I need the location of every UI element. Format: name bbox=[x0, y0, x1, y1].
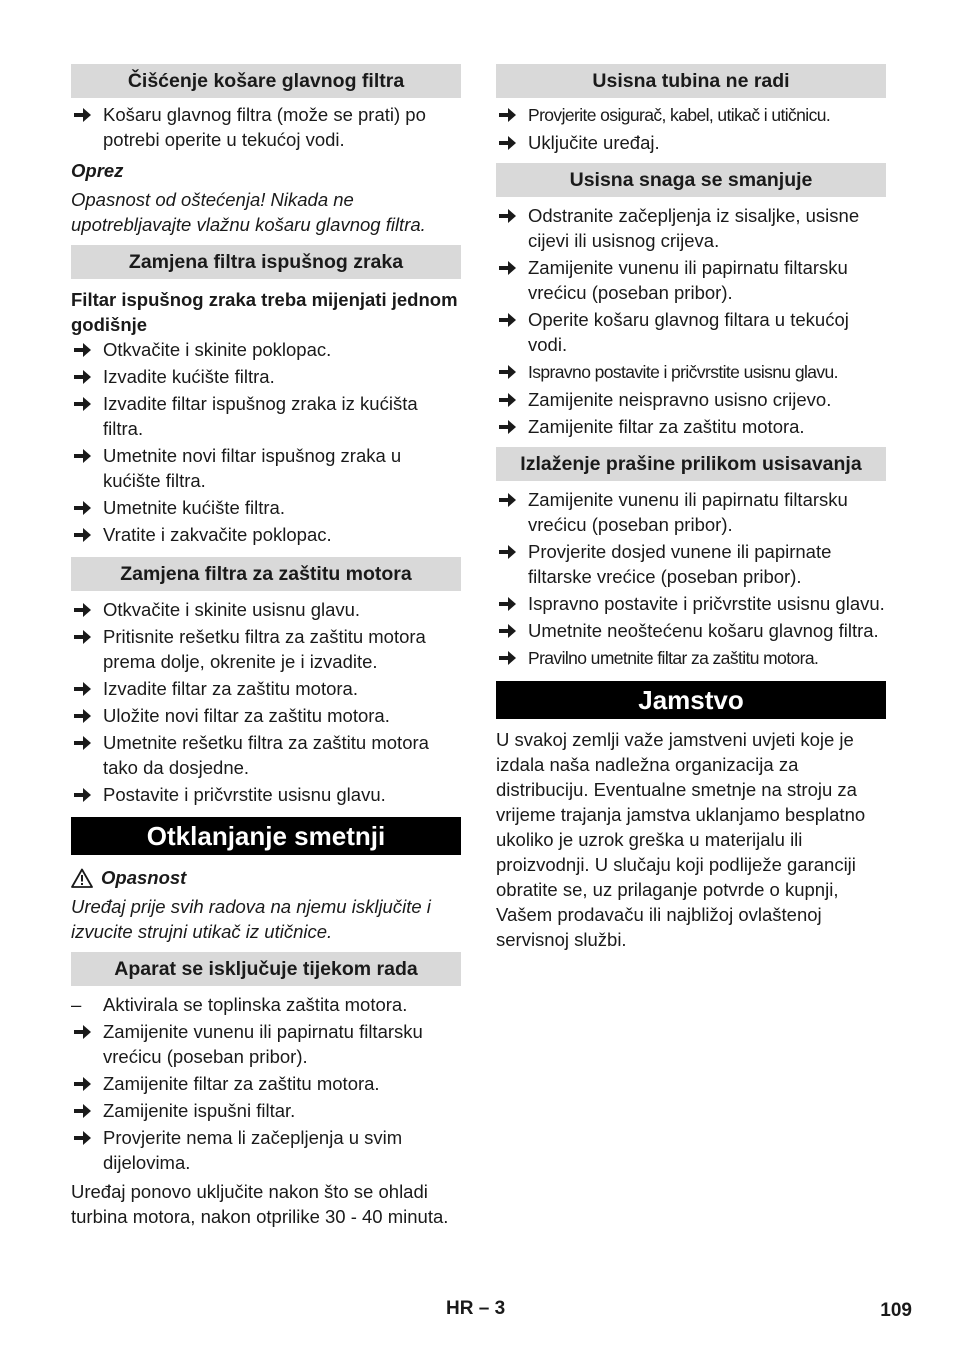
right-column bbox=[496, 64, 886, 952]
dash-bullet: – bbox=[71, 994, 82, 1015]
right-arrow-icon bbox=[499, 393, 516, 407]
right-arrow-icon bbox=[74, 736, 91, 750]
section-title-suction-power: Usisna snaga se smanjuje bbox=[496, 163, 886, 197]
list-item: Zamijenite vunenu ili papirnatu filtarsku vrećicu (poseban pribor). bbox=[496, 255, 886, 305]
list-item: Provjerite nema li začepljenja u svim dijelovima. bbox=[71, 1125, 461, 1175]
right-arrow-icon bbox=[499, 136, 516, 150]
list-item: Umetnite rešetku filtra za zaštitu motora tako da dosjedne. bbox=[71, 730, 461, 780]
list-item: Ispravno postavite i pričvrstite usisnu glavu. bbox=[496, 359, 886, 385]
main-filter-cleaning-list bbox=[71, 102, 461, 152]
right-arrow-icon bbox=[74, 343, 91, 357]
list-item: Zamijenite neispravno usisno crijevo. bbox=[496, 387, 886, 412]
shuts-off-list bbox=[71, 992, 461, 1175]
right-arrow-icon bbox=[499, 624, 516, 638]
right-arrow-icon bbox=[499, 597, 516, 611]
right-arrow-icon bbox=[74, 370, 91, 384]
dust-escape-list bbox=[496, 487, 886, 671]
section-title-troubleshooting: Otklanjanje smetnji bbox=[71, 817, 461, 855]
right-arrow-icon bbox=[74, 449, 91, 463]
right-arrow-icon bbox=[74, 603, 91, 617]
list-item: Umetnite novi filtar ispušnog zraka u kućište filtra. bbox=[71, 443, 461, 493]
section-title-turbine-not-working: Usisna tubina ne radi bbox=[496, 64, 886, 98]
list-item: Uložite novi filtar za zaštitu motora. bbox=[71, 703, 461, 728]
right-arrow-icon bbox=[74, 1025, 91, 1039]
list-item: – Aktivirala se toplinska zaštita motora. bbox=[71, 994, 408, 1015]
motor-filter-list bbox=[71, 597, 461, 807]
right-arrow-icon bbox=[499, 651, 516, 665]
list-item: Otkvačite i skinite poklopac. bbox=[71, 337, 461, 362]
danger-label-row bbox=[71, 865, 461, 890]
list-item: Ispravno postavite i pričvrstite usisnu glavu. bbox=[496, 591, 886, 616]
list-item: Izvadite kućište filtra. bbox=[71, 364, 461, 389]
right-arrow-icon bbox=[74, 501, 91, 515]
footer-language-page: HR – 3 bbox=[446, 1298, 506, 1319]
list-item: Postavite i pričvrstite usisnu glavu. bbox=[71, 782, 461, 807]
right-arrow-icon bbox=[74, 397, 91, 411]
right-arrow-icon bbox=[74, 709, 91, 723]
caution-text: Opasnost od oštećenja! Nikada ne upotrebljavajte vlažnu košaru glavnog filtra. bbox=[71, 189, 426, 235]
list-item: Zamijenite vunenu ili papirnatu filtarsku vrećicu (poseban pribor). bbox=[71, 1019, 461, 1069]
list-item: Uključite uređaj. bbox=[496, 130, 886, 155]
list-item: Pravilno umetnite filtar za zaštitu motora. bbox=[496, 645, 886, 671]
section-title-dust-escape: Izlaženje prašine prilikom usisavanja bbox=[496, 447, 886, 481]
turbine-list bbox=[496, 102, 886, 155]
right-arrow-icon bbox=[499, 493, 516, 507]
caution-label: Oprez bbox=[71, 160, 124, 181]
restart-note: Uređaj ponovo uključite nakon što se ohladi turbina motora, nakon otprilike 30 - 40 minuta. bbox=[71, 1181, 449, 1227]
list-item: Izvadite filtar za zaštitu motora. bbox=[71, 676, 461, 701]
list-item: Provjerite dosjed vunene ili papirnate filtarske vrećice (poseban pribor). bbox=[496, 539, 886, 589]
section-title-shuts-off: Aparat se isključuje tijekom rada bbox=[71, 952, 461, 986]
right-arrow-icon bbox=[74, 630, 91, 644]
right-arrow-icon bbox=[499, 365, 516, 379]
right-arrow-icon bbox=[499, 209, 516, 223]
right-arrow-icon bbox=[74, 108, 91, 122]
right-arrow-icon bbox=[74, 528, 91, 542]
right-arrow-icon bbox=[499, 420, 516, 434]
list-item: Operite košaru glavnog filtara u tekućoj vodi. bbox=[496, 307, 886, 357]
right-arrow-icon bbox=[499, 313, 516, 327]
footer-page-number: 109 bbox=[880, 1300, 912, 1321]
exhaust-filter-list bbox=[71, 337, 461, 547]
list-item: Odstranite začepljenja iz sisaljke, usisne cijevi ili usisnog crijeva. bbox=[496, 203, 886, 253]
list-item: Zamijenite filtar za zaštitu motora. bbox=[71, 1071, 461, 1096]
list-item: Pritisnite rešetku filtra za zaštitu motora prema dolje, okrenite je i izvadite. bbox=[71, 624, 461, 674]
right-arrow-icon bbox=[74, 1104, 91, 1118]
list-item: Zamijenite ispušni filtar. bbox=[71, 1098, 461, 1123]
section-title-exhaust-filter: Zamjena filtra ispušnog zraka bbox=[71, 245, 461, 279]
section-title-motor-filter: Zamjena filtra za zaštitu motora bbox=[71, 557, 461, 591]
section-title-main-filter-cleaning: Čišćenje košare glavnog filtra bbox=[71, 64, 461, 98]
exhaust-filter-note: Filtar ispušnog zraka treba mijenjati jednom godišnje bbox=[71, 289, 458, 335]
list-item: Provjerite osigurač, kabel, utikač i utičnicu. bbox=[496, 102, 886, 128]
right-arrow-icon bbox=[499, 108, 516, 122]
danger-text: Uređaj prije svih radova na njemu isključite i izvucite strujni utikač iz utičnice. bbox=[71, 896, 431, 942]
list-item: Izvadite filtar ispušnog zraka iz kućišta filtra. bbox=[71, 391, 461, 441]
left-column bbox=[71, 64, 461, 1229]
warning-triangle-icon bbox=[71, 868, 93, 888]
suction-power-list bbox=[496, 203, 886, 439]
list-item: Zamijenite vunenu ili papirnatu filtarsku vrećicu (poseban pribor). bbox=[496, 487, 886, 537]
section-title-warranty: Jamstvo bbox=[496, 681, 886, 719]
right-arrow-icon bbox=[74, 788, 91, 802]
list-item: Umetnite kućište filtra. bbox=[71, 495, 461, 520]
list-item: Košaru glavnog filtra (može se prati) po potrebi operite u tekućoj vodi. bbox=[71, 102, 461, 152]
list-item: Vratite i zakvačite poklopac. bbox=[71, 522, 461, 547]
list-item: Otkvačite i skinite usisnu glavu. bbox=[71, 597, 461, 622]
right-arrow-icon bbox=[74, 1077, 91, 1091]
warranty-text: U svakoj zemlji važe jamstveni uvjeti koje je izdala naša nadležna organizacija za distribuciju. Eventualne smetnje na stroju za vrijeme trajanja jamstva uklanjamo besplatno ukoliko je uzrok greška u materijalu ili proizvodnji. U slučaju koji podliježe garanciji obratite se, uz prilaganje potvrde o kupnji, Vašem prodavaču ili najbližoj ovlaštenoj servisnoj službi. bbox=[496, 729, 866, 950]
right-arrow-icon bbox=[499, 261, 516, 275]
right-arrow-icon bbox=[499, 545, 516, 559]
right-arrow-icon bbox=[74, 682, 91, 696]
danger-label: Opasnost bbox=[101, 867, 187, 888]
list-item: Umetnite neoštećenu košaru glavnog filtra. bbox=[496, 618, 886, 643]
list-item: Zamijenite filtar za zaštitu motora. bbox=[496, 414, 886, 439]
right-arrow-icon bbox=[74, 1131, 91, 1145]
